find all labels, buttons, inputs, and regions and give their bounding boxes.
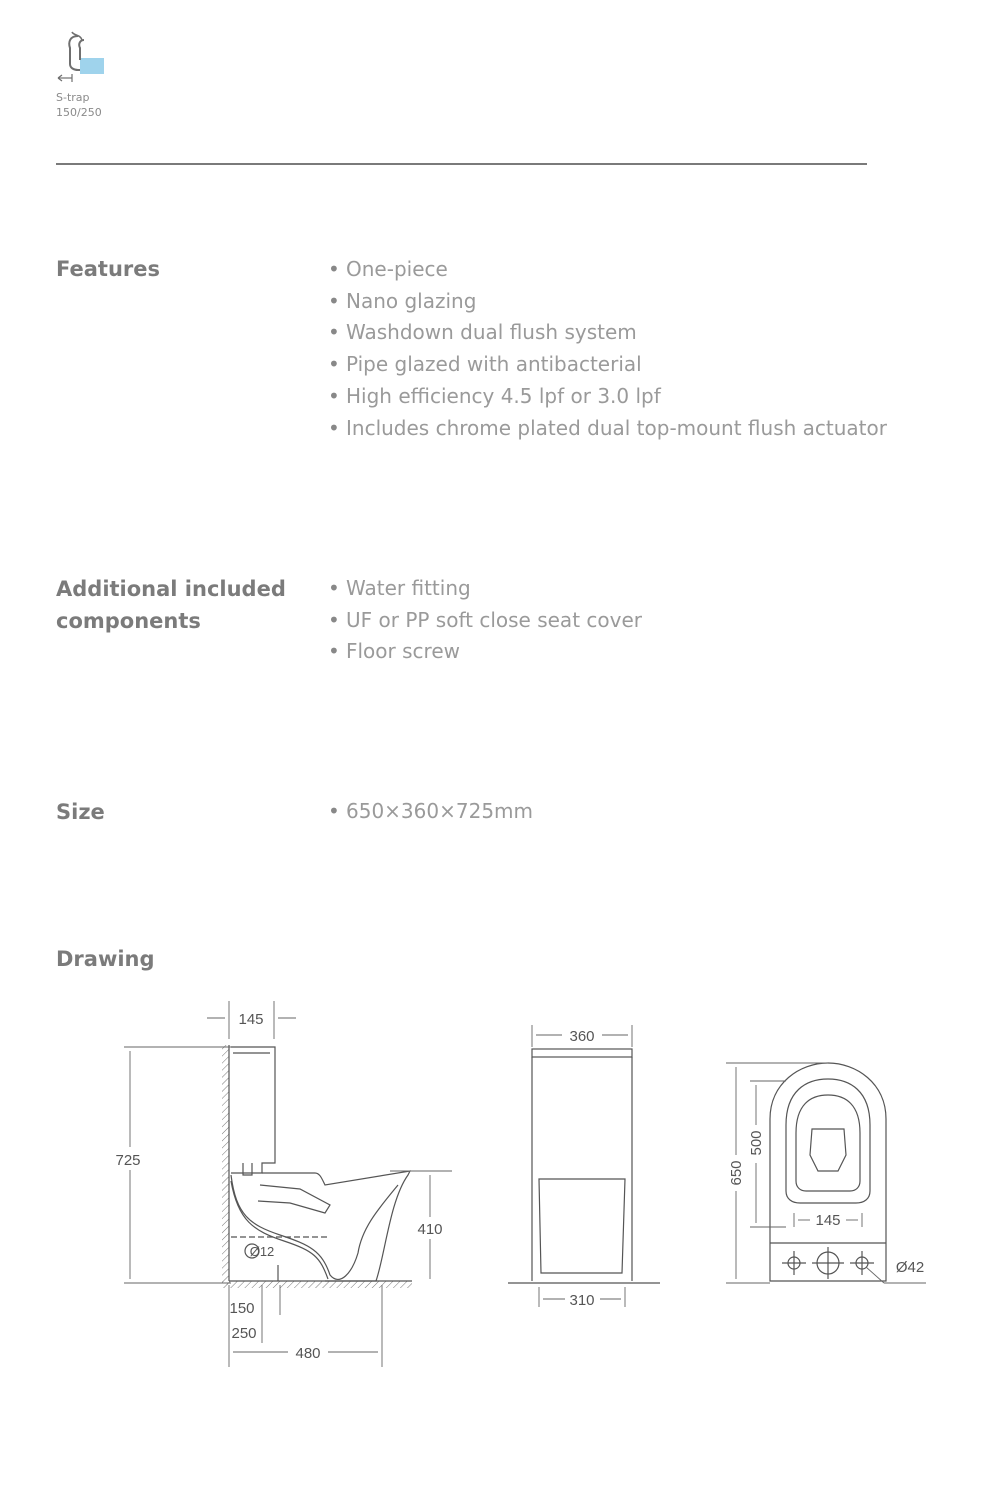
additional-title [56, 573, 286, 637]
trap-label [56, 90, 102, 120]
component-item: • Water fitting [328, 573, 642, 605]
front-view [508, 1049, 660, 1283]
top-view [770, 1063, 886, 1281]
dim-hole-diameter: Ø42 [895, 1259, 925, 1276]
dim-rough-in-150: 150 [229, 1300, 255, 1317]
dim-total-depth: 480 [295, 1345, 321, 1362]
dim-hole-spacing: 145 [815, 1212, 841, 1229]
feature-item: • One-piece [328, 254, 887, 286]
dim-total-height: 725 [115, 1152, 141, 1169]
feature-item: • Washdown dual flush system [328, 317, 887, 349]
feature-item: • High efficiency 4.5 lpf or 3.0 lpf [328, 381, 887, 413]
dim-base-width: 310 [569, 1292, 595, 1309]
technical-drawing [0, 995, 1000, 1395]
feature-item: • Nano glazing [328, 286, 887, 318]
feature-item: • Includes chrome plated dual top-mount flush actuator [328, 413, 887, 445]
divider [56, 163, 867, 165]
size-item: • 650×360×725mm [328, 796, 533, 828]
additional-title-line1: Additional included [56, 577, 286, 601]
additional-list [328, 573, 642, 668]
dim-top-width: 360 [569, 1028, 595, 1045]
size-title: Size [56, 800, 105, 824]
dim-tank-depth: 145 [238, 1011, 264, 1028]
dim-seat-length: 500 [748, 1130, 765, 1156]
additional-title-line2: components [56, 609, 201, 633]
component-item: • Floor screw [328, 636, 642, 668]
trap-type: S-trap [56, 91, 90, 104]
dim-pipe-diameter: Ø12 [249, 1244, 275, 1259]
dim-bowl-height: 410 [417, 1221, 443, 1238]
features-title: Features [56, 257, 160, 281]
dim-overall-length: 650 [728, 1160, 745, 1186]
feature-item: • Pipe glazed with antibacterial [328, 349, 887, 381]
size-list [328, 796, 533, 828]
dim-rough-in-250: 250 [231, 1325, 257, 1342]
trap-rough-in: 150/250 [56, 106, 102, 119]
s-trap-icon [56, 30, 108, 82]
component-item: • UF or PP soft close seat cover [328, 605, 642, 637]
features-list [328, 254, 887, 444]
drawing-title: Drawing [56, 947, 155, 971]
